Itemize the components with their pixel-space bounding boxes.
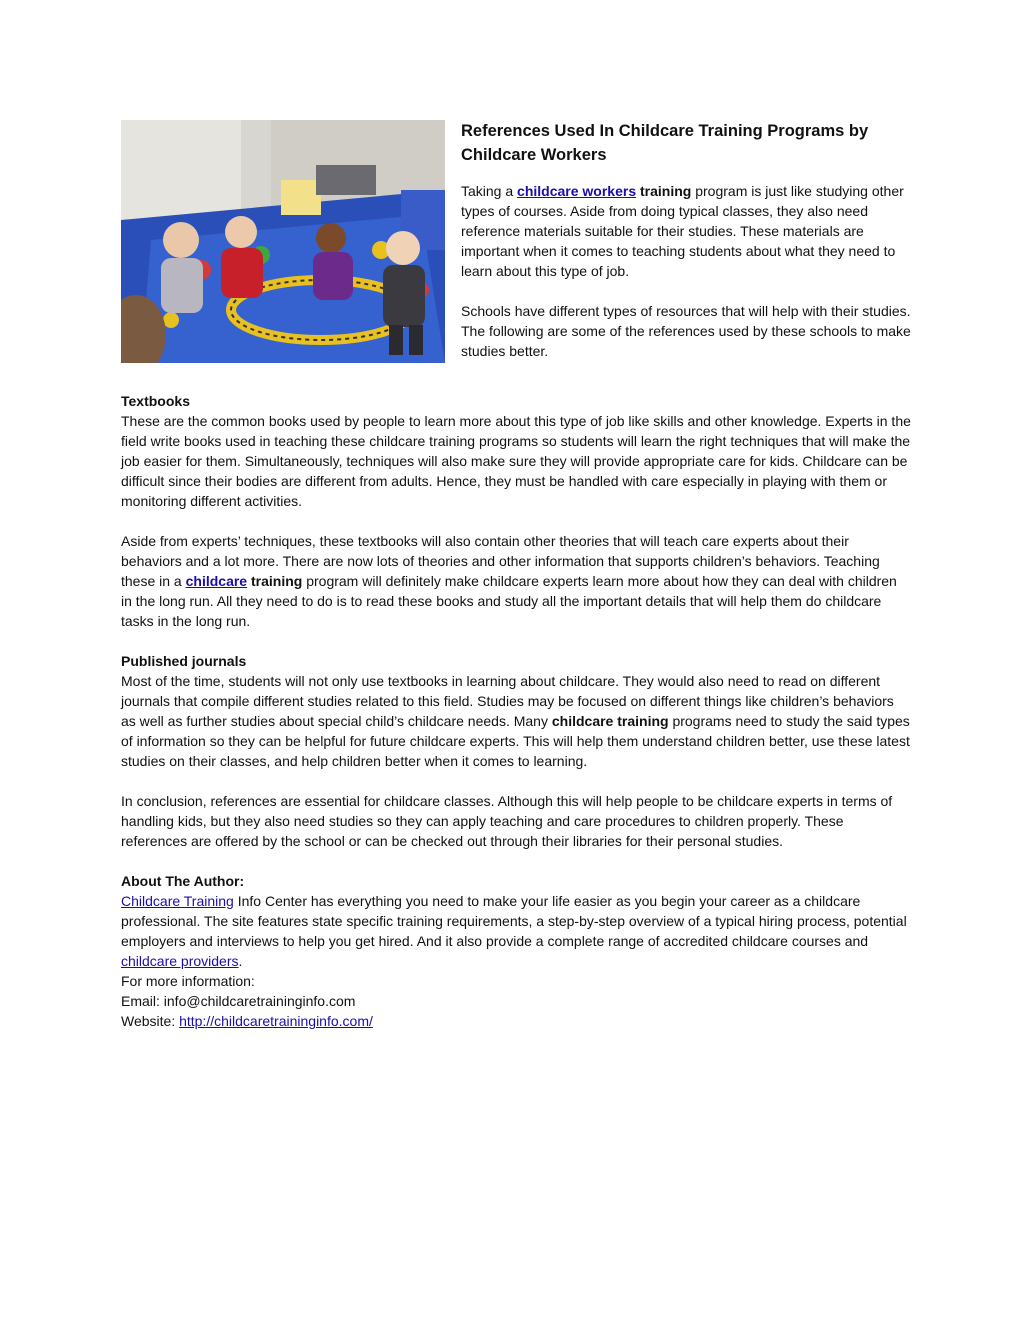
intro-paragraph-1 bbox=[461, 181, 911, 281]
author-email: Email: info@childcaretraininginfo.com bbox=[121, 993, 356, 1009]
journals-heading: Published journals bbox=[121, 653, 247, 669]
childcare-workers-link[interactable]: childcare workers bbox=[517, 183, 637, 199]
textbooks-paragraph-1: These are the common books used by people to learn more about this type of job like skills and other knowledge. Experts in the field write books used in teaching these childcare training programs so students will learn the right techniques that will make the job easier for them. Simultaneously, techniques will also make sure they will provide appropriate care for kids. Childcare can be difficult since their bodies are different from adults. Hence, they must be handled with care especially in playing with them or monitoring different activities. bbox=[121, 413, 911, 509]
author-bio bbox=[121, 891, 911, 971]
classroom-photo bbox=[121, 120, 445, 363]
author-heading: About The Author: bbox=[121, 873, 245, 889]
textbooks-p2-pre: Aside from experts’ techniques, these textbooks will also contain other theories that will teach care experts about their behaviors and a lot more. There are now lots of theories and other information that supports children’s behaviors. Teaching these in a bbox=[121, 533, 880, 589]
author-bio-text: Info Center has everything you need to make your life easier as you begin your career as a childcare professional. The site features state specific training requirements, a step-by-step overview of a typical hiring process, potential employers and interviews to help you get hired. And it also provide a complete range of accredited childcare courses and bbox=[121, 893, 907, 949]
childcare-link[interactable]: childcare bbox=[185, 573, 248, 589]
journals-bold-childcare-training: childcare training bbox=[551, 713, 669, 729]
textbooks-p2-post: program will definitely make childcare experts learn more about how they can deal with children in the long run. All they need to do is to read these books and study all the important details that will help them do childcare tasks in the long run. bbox=[121, 573, 897, 629]
conclusion-paragraph: In conclusion, references are essential for childcare classes. Although this will help people to be childcare experts in terms of handling kids, but they also need studies so they can apply teaching and care procedures to children properly. These references are offered by the school or can be checked out through their libraries for their personal studies. bbox=[121, 793, 893, 849]
journals-p1-post: programs need to study the said types of information so they can be helpful for future childcare experts. This will help them understand children better, use these latest studies on their classes, and help children better when it comes to learning. bbox=[121, 713, 910, 769]
article-intro bbox=[461, 119, 911, 381]
author-bio-end: . bbox=[238, 953, 243, 969]
intro-bold-training: training bbox=[636, 183, 692, 199]
author-website bbox=[121, 1011, 911, 1031]
journals-paragraph-1 bbox=[121, 671, 911, 771]
childcare-training-link[interactable]: Childcare Training bbox=[121, 893, 234, 909]
textbooks-paragraph-2 bbox=[121, 531, 911, 631]
intro-paragraph-2: Schools have different types of resources that will help with their studies. The following are some of the references used by these schools to make studies better. bbox=[461, 303, 911, 359]
intro-text-post: program is just like studying other types of courses. Aside from doing typical classes, they also need reference materials suitable for their studies. These materials are important when it comes to teaching students about what they need to learn about this type of job. bbox=[461, 183, 904, 279]
intro-text-pre: Taking a bbox=[461, 183, 518, 199]
article-body bbox=[121, 391, 911, 1031]
website-label: Website: bbox=[121, 1013, 180, 1029]
article-title: References Used In Childcare Training Programs by Childcare Workers bbox=[461, 122, 869, 164]
textbooks-heading: Textbooks bbox=[121, 393, 190, 409]
more-info-label: For more information: bbox=[121, 973, 255, 989]
website-link[interactable]: http://childcaretraininginfo.com/ bbox=[179, 1013, 373, 1029]
journals-p1-pre: Most of the time, students will not only use textbooks in learning about childcare. They would also need to read on different journals that compile different studies related to this field. Studies may be focused on different things like children’s behaviors as well as further studies about special child’s childcare needs. Many bbox=[121, 673, 894, 729]
textbooks-bold-training: training bbox=[247, 573, 303, 589]
children-playroom-illustration bbox=[121, 120, 445, 363]
childcare-providers-link[interactable]: childcare providers bbox=[121, 953, 239, 969]
